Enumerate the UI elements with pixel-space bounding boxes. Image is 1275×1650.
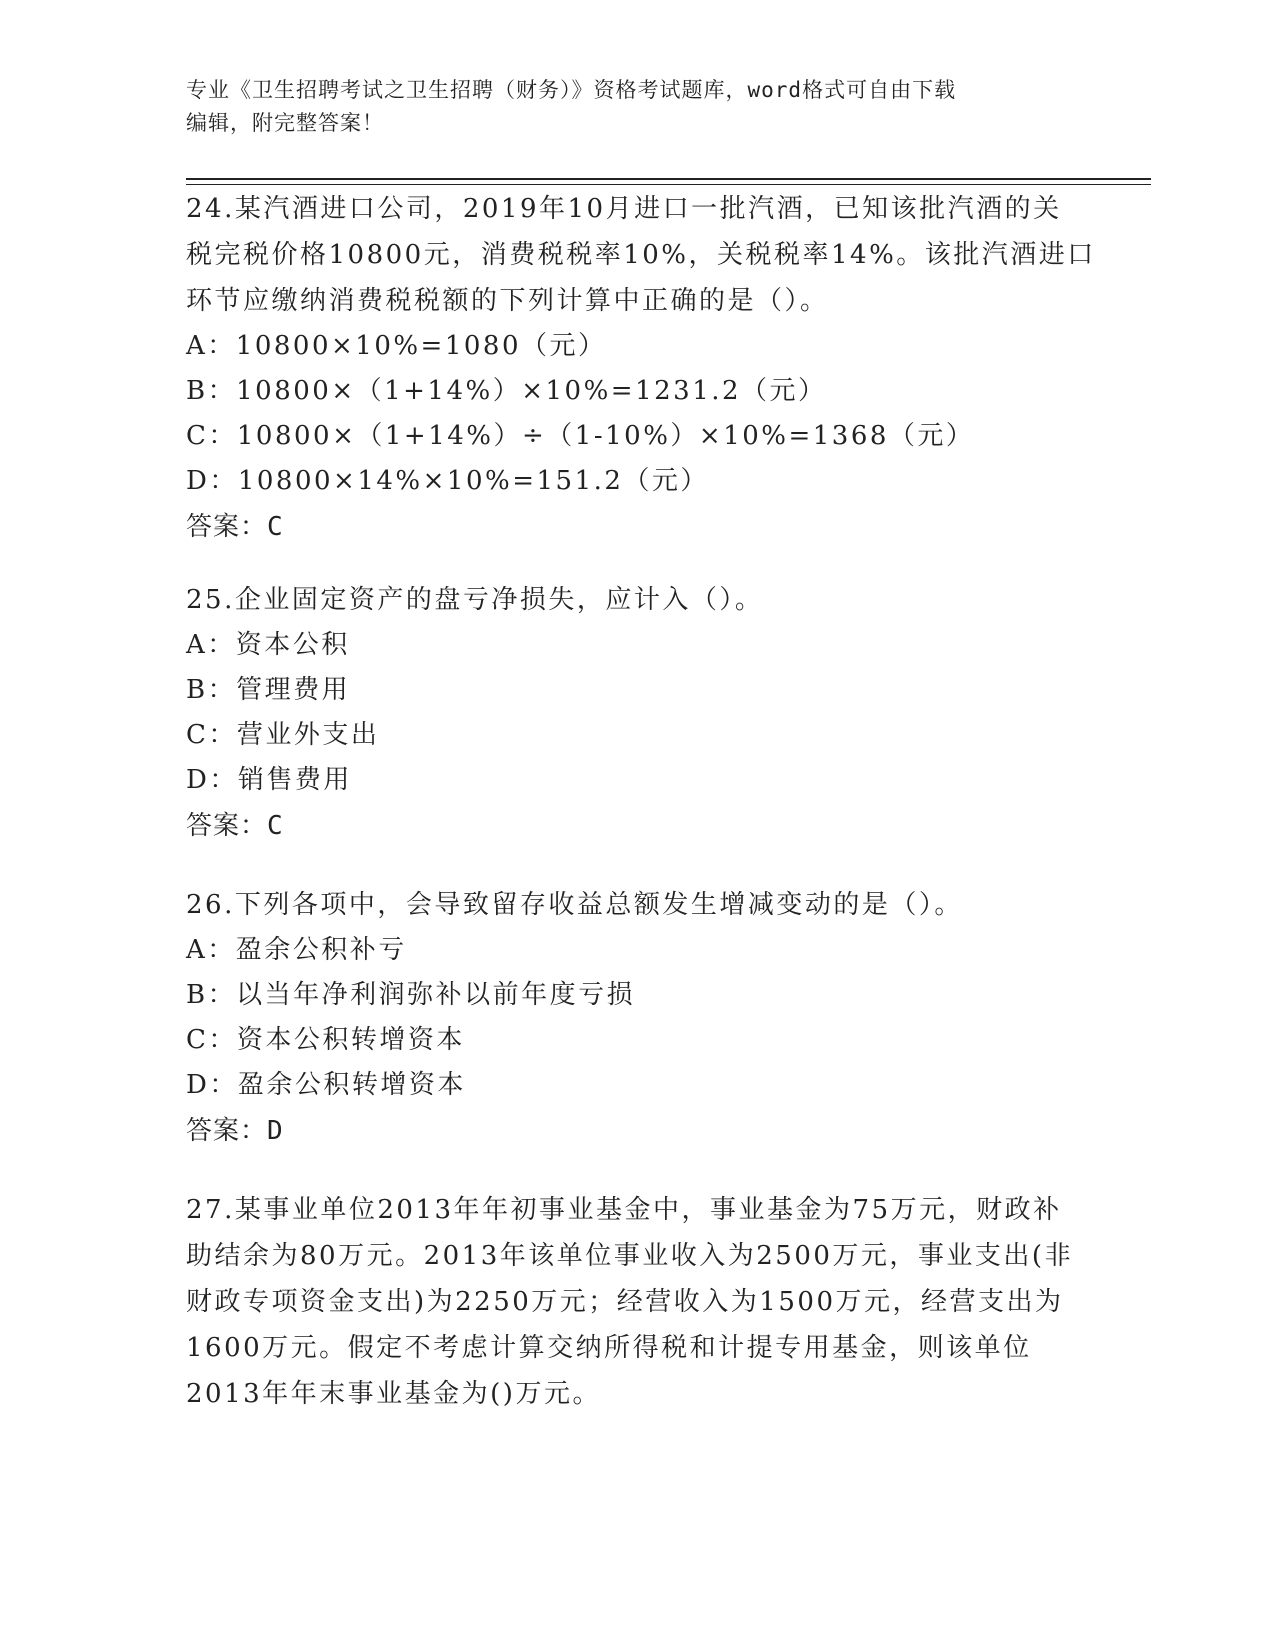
question-24 xyxy=(186,186,1096,550)
option-c: C：资本公积转增资本 xyxy=(186,1025,465,1055)
question-27 xyxy=(186,1187,1086,1417)
option-a: A：盈余公积补亏 xyxy=(186,935,407,965)
header-line-1: 专业《卫生招聘考试之卫生招聘（财务）》资格考试题库，word格式可自由下载 xyxy=(186,78,957,102)
option-c: C：10800×（1+14%）÷（1-10%）×10%=1368（元） xyxy=(186,421,975,451)
option-c: C：营业外支出 xyxy=(186,720,380,750)
option-d: D：盈余公积转增资本 xyxy=(186,1070,466,1100)
question-stem xyxy=(186,1187,1086,1417)
stem-line: 环节应缴纳消费税税额的下列计算中正确的是（）。 xyxy=(186,286,829,316)
stem-line: 2013年年末事业基金为()万元。 xyxy=(186,1379,601,1409)
answer-label: 答案：C xyxy=(186,512,284,542)
option-d: D：10800×14%×10%=151.2（元） xyxy=(186,466,709,496)
answer-label: 答案：C xyxy=(186,811,284,841)
question-stem xyxy=(186,882,1086,928)
stem-line: 26.下列各项中，会导致留存收益总额发生增减变动的是（）。 xyxy=(186,890,963,920)
header-line-2: 编辑，附完整答案！ xyxy=(186,111,384,135)
question-stem xyxy=(186,577,1086,623)
option-b: B：管理费用 xyxy=(186,675,351,705)
stem-line: 27.某事业单位2013年年初事业基金中，事业基金为75万元，财政补 xyxy=(186,1195,1062,1225)
stem-line: 25.企业固定资产的盘亏净损失，应计入（）。 xyxy=(186,585,764,615)
header-divider-thick xyxy=(186,178,1151,180)
option-a: A：10800×10%=1080（元） xyxy=(186,331,607,361)
question-stem xyxy=(186,186,1096,324)
option-a: A：资本公积 xyxy=(186,630,350,660)
question-25 xyxy=(186,577,1086,849)
answer-label: 答案：D xyxy=(186,1116,284,1146)
stem-line: 1600万元。假定不考虑计算交纳所得税和计提专用基金，则该单位 xyxy=(186,1333,1032,1363)
document-header xyxy=(186,74,1086,140)
option-b: B：以当年净利润弥补以前年度亏损 xyxy=(186,980,636,1010)
question-26 xyxy=(186,882,1086,1154)
stem-line: 税完税价格10800元，消费税税率10%，关税税率14%。该批汽酒进口 xyxy=(186,240,1096,270)
stem-line: 助结余为80万元。2013年该单位事业收入为2500万元，事业支出(非 xyxy=(186,1241,1074,1271)
stem-line: 24.某汽酒进口公司，2019年10月进口一批汽酒，已知该批汽酒的关 xyxy=(186,194,1062,224)
stem-line: 财政专项资金支出)为2250万元；经营收入为1500万元，经营支出为 xyxy=(186,1287,1064,1317)
option-b: B：10800×（1+14%）×10%=1231.2（元） xyxy=(186,376,827,406)
header-divider-thin xyxy=(186,184,1151,185)
option-d: D：销售费用 xyxy=(186,765,352,795)
